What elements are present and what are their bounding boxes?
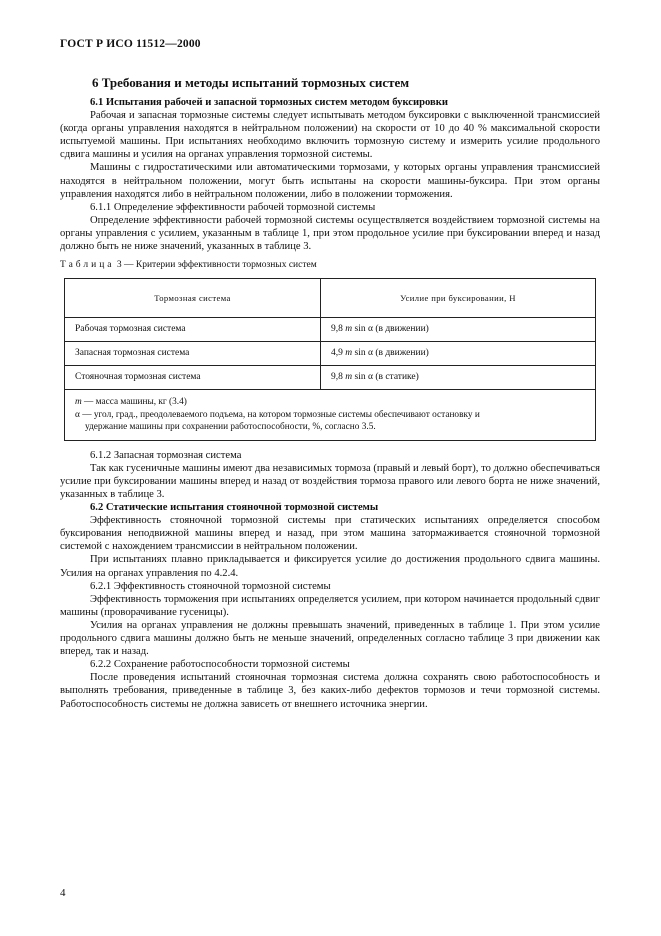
table-cell-system: Запасная тормозная система — [65, 342, 321, 366]
subsection-heading-6-1: 6.1 Испытания рабочей и запасной тормозных систем методом буксировки — [90, 97, 448, 108]
note-alpha: α — угол, град., преодолеваемого подъема, на котором тормозные системы обеспечивают остановку и — [75, 409, 480, 420]
formula-var: m — [345, 348, 353, 359]
table-note-row — [65, 390, 596, 441]
subsection-heading-6-2: 6.2 Статические испытания стояночной тормозной системы — [90, 502, 379, 514]
formula-rest: sin α (в статике) — [352, 372, 419, 383]
formula-var: m — [345, 372, 353, 383]
section-title: 6 Требования и методы испытаний тормозных систем — [92, 75, 410, 90]
table-row — [65, 366, 596, 390]
formula-coef: 9,8 — [331, 372, 346, 383]
clause-heading-6-2-1: 6.2.1 Эффективность стояночной тормозной системы — [90, 580, 331, 592]
table-header-row — [65, 279, 596, 318]
page-number: 4 — [60, 887, 66, 899]
braking-criteria-table — [64, 278, 596, 441]
paragraph: После проведения испытаний стояночная тормозная система должна сохранять свою работоспособность и выполнять требования, приведенные в таблице 3, без каких-либо дефектов тормозов и течи тормозной системы. Работоспособность системы не должна зависеть от внешнего источника энергии. — [60, 672, 600, 710]
table-cell-system: Рабочая тормозная система — [65, 318, 321, 342]
paragraph: Усилия на органах управления не должны превышать значений, приведенных в таблице 1. При этом усилие продольного сдвига машины должно быть не меньше значений, определенных согласно таблице 3 при движении как вперед, так и назад. — [60, 619, 600, 658]
table-cell-force — [321, 342, 596, 366]
body-text — [60, 96, 600, 711]
paragraph: При испытаниях плавно прикладывается и фиксируется усилие до достижения продольного сдвига машины. Усилия на органах управления по 4.2.4. — [60, 554, 600, 579]
table-row — [65, 342, 596, 366]
clause-heading-6-1-1: 6.1.1 Определение эффективности рабочей тормозной системы — [90, 201, 376, 213]
paragraph: Машины с гидростатическими или автоматическими тормозами, у которых органы управления трансмиссией находятся в нейтральном положении, могут быть испытаны на скорости машины-буксира. При этом органы управления находятся либо в нейтральном положении, либо в положении торможения. — [60, 162, 600, 200]
clause-heading-6-2-2: 6.2.2 Сохранение работоспособности тормозной системы — [90, 659, 350, 671]
paragraph: Так как гусеничные машины имеют два независимых тормоза (правый и левый борт), то должно обеспечиваться усилие при буксировании машины вперед и назад от воздействия тормоза правого или левого борта не ниже значений, указанных в таблице 3. — [60, 462, 600, 500]
table-cell-force — [321, 318, 596, 342]
column-header-force: Усилие при буксировании, Н — [321, 279, 596, 318]
note-mass-symbol: m — [75, 397, 82, 408]
formula-rest: sin α (в движении) — [352, 324, 429, 335]
paragraph: Рабочая и запасная тормозные системы следует испытывать методом буксировки с выключенной трансмиссией (когда органы управления находятся в нейтральном положении) на скорости от 10 до 40 % максимальной скорости испытуемой машины. При испытаниях необходимо включить тормозную систему и измерить усилие продольного сдвига машины и усилия на органах управления тормозной системы. — [60, 110, 600, 161]
table-row — [65, 318, 596, 342]
paragraph: Эффективность стояночной тормозной системы при статических испытаниях определяется способом буксирования неподвижной машины вперед и назад, при этом машина затормаживается стояночной тормозной системой с нахождением трансмиссии в нейтральном положении. — [60, 515, 600, 553]
document-header: ГОСТ Р ИСО 11512—2000 — [60, 38, 201, 50]
table-caption-text: 3 — Критерии эффективности тормозных систем — [116, 260, 317, 271]
paragraph: Определение эффективности рабочей тормозной системы осуществляется воздействием тормозной системы на органы управления с усилием, указанным в таблице 1, при этом продольное усилие при буксировании вперед и назад должно быть не ниже значений, указанных в таблице 3. — [60, 214, 600, 253]
table-cell-force — [321, 366, 596, 390]
formula-coef: 9,8 — [331, 324, 346, 335]
table-caption — [60, 259, 600, 272]
formula-var: m — [345, 324, 353, 335]
formula-rest: sin α (в движении) — [352, 348, 429, 359]
paragraph: Эффективность торможения при испытаниях определяется усилием, при котором начинается продольный сдвиг машины (проворачивание гусеницы). — [60, 593, 600, 618]
table-caption-label: Таблица — [60, 260, 115, 271]
column-header-system: Тормозная система — [65, 279, 321, 318]
table-cell-system: Стояночная тормозная система — [65, 366, 321, 390]
note-mass — [75, 396, 585, 409]
note-alpha-cont: удержание машины при сохранении работоспособности, %, согласно 3.5. — [85, 422, 376, 433]
table-notes — [65, 390, 596, 441]
note-mass-text: — масса машины, кг (3.4) — [81, 397, 187, 408]
clause-heading-6-1-2: 6.1.2 Запасная тормозная система — [90, 449, 242, 461]
formula-coef: 4,9 — [331, 348, 346, 359]
